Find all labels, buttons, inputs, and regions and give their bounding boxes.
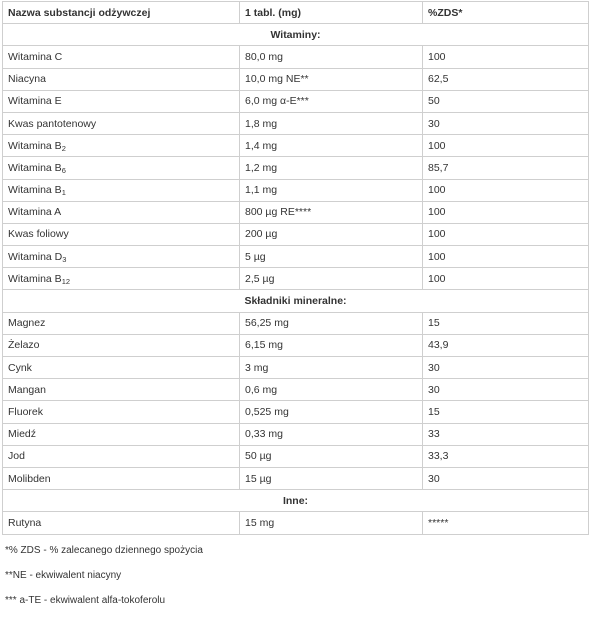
nutrition-table bbox=[2, 1, 589, 535]
nutrient-name-cell bbox=[3, 135, 240, 157]
zds-cell: 30 bbox=[423, 112, 589, 134]
amount-cell: 1,8 mg bbox=[240, 112, 423, 134]
nutrient-name-cell bbox=[3, 68, 240, 90]
amount-cell: 0,6 mg bbox=[240, 379, 423, 401]
table-row bbox=[3, 512, 589, 534]
zds-cell: 15 bbox=[423, 312, 589, 334]
zds-cell: 100 bbox=[423, 179, 589, 201]
nutrient-name: Witamina B bbox=[8, 184, 62, 197]
nutrient-name-cell bbox=[3, 268, 240, 290]
table-row bbox=[3, 246, 589, 268]
nutrient-name-cell bbox=[3, 157, 240, 179]
amount-cell: 15 µg bbox=[240, 467, 423, 489]
column-header-zds: %ZDS* bbox=[423, 2, 589, 24]
nutrient-name: Jod bbox=[8, 450, 25, 463]
amount-cell: 0,33 mg bbox=[240, 423, 423, 445]
nutrient-name-cell bbox=[3, 467, 240, 489]
nutrient-name: Kwas pantotenowy bbox=[8, 117, 97, 130]
zds-cell: 30 bbox=[423, 379, 589, 401]
nutrient-name-cell bbox=[3, 179, 240, 201]
zds-cell: 30 bbox=[423, 467, 589, 489]
zds-cell: 30 bbox=[423, 357, 589, 379]
table-row bbox=[3, 179, 589, 201]
table-row bbox=[3, 423, 589, 445]
nutrient-name-cell bbox=[3, 312, 240, 334]
table-row bbox=[3, 135, 589, 157]
section-row bbox=[3, 290, 589, 312]
nutrient-name: Molibden bbox=[8, 472, 51, 485]
amount-cell: 0,525 mg bbox=[240, 401, 423, 423]
nutrient-name: Witamina B bbox=[8, 161, 62, 174]
zds-cell: 100 bbox=[423, 268, 589, 290]
section-row bbox=[3, 24, 589, 46]
column-header-amount: 1 tabl. (mg) bbox=[240, 2, 423, 24]
amount-cell: 200 µg bbox=[240, 223, 423, 245]
footnotes bbox=[5, 544, 203, 619]
amount-cell: 5 µg bbox=[240, 246, 423, 268]
nutrient-name-cell bbox=[3, 423, 240, 445]
nutrient-name: Fluorek bbox=[8, 405, 44, 418]
amount-cell: 80,0 mg bbox=[240, 46, 423, 68]
amount-cell: 10,0 mg NE** bbox=[240, 68, 423, 90]
nutrient-name: Mangan bbox=[8, 383, 46, 396]
section-title: Inne: bbox=[3, 490, 589, 512]
table-row bbox=[3, 223, 589, 245]
column-header-name: Nazwa substancji odżywczej bbox=[3, 2, 240, 24]
nutrient-subscript: 6 bbox=[61, 165, 66, 175]
zds-cell: 100 bbox=[423, 46, 589, 68]
table-row bbox=[3, 334, 589, 356]
table-row bbox=[3, 379, 589, 401]
nutrient-name-cell bbox=[3, 90, 240, 112]
nutrient-name-cell bbox=[3, 512, 240, 534]
table-row bbox=[3, 312, 589, 334]
table-row bbox=[3, 112, 589, 134]
nutrient-name: Witamina B bbox=[8, 139, 62, 152]
nutrient-name: Żelazo bbox=[8, 339, 40, 352]
zds-cell: 100 bbox=[423, 223, 589, 245]
nutrient-name: Witamina A bbox=[8, 206, 62, 219]
amount-cell: 50 µg bbox=[240, 445, 423, 467]
nutrient-name-cell bbox=[3, 46, 240, 68]
nutrient-name: Miedź bbox=[8, 428, 37, 441]
nutrient-name: Niacyna bbox=[8, 73, 46, 86]
nutrient-subscript: 1 bbox=[61, 188, 66, 198]
nutrient-name-cell bbox=[3, 334, 240, 356]
nutrient-name: Witamina B bbox=[8, 272, 62, 285]
table-row bbox=[3, 201, 589, 223]
amount-cell: 6,15 mg bbox=[240, 334, 423, 356]
nutrient-name-cell bbox=[3, 379, 240, 401]
nutrient-name-cell bbox=[3, 223, 240, 245]
amount-cell: 800 µg RE**** bbox=[240, 201, 423, 223]
table-row bbox=[3, 46, 589, 68]
section-title: Witaminy: bbox=[3, 24, 589, 46]
nutrient-name-cell bbox=[3, 246, 240, 268]
table-row bbox=[3, 445, 589, 467]
nutrient-name: Rutyna bbox=[8, 516, 42, 529]
amount-cell: 1,1 mg bbox=[240, 179, 423, 201]
zds-cell: 100 bbox=[423, 201, 589, 223]
zds-cell: 100 bbox=[423, 246, 589, 268]
nutrient-subscript: 3 bbox=[62, 254, 67, 264]
nutrient-name-cell bbox=[3, 201, 240, 223]
zds-cell: 62,5 bbox=[423, 68, 589, 90]
nutrient-name-cell bbox=[3, 357, 240, 379]
nutrient-name: Kwas foliowy bbox=[8, 228, 69, 241]
table-row bbox=[3, 90, 589, 112]
footnote: *** a-TE - ekwiwalent alfa-tokoferolu bbox=[5, 595, 166, 606]
table-body bbox=[3, 24, 589, 534]
amount-cell: 3 mg bbox=[240, 357, 423, 379]
nutrient-name: Witamina E bbox=[8, 95, 62, 108]
table-row bbox=[3, 467, 589, 489]
zds-cell: 33,3 bbox=[423, 445, 589, 467]
footnote: **NE - ekwiwalent niacyny bbox=[5, 570, 122, 581]
nutrient-subscript: 12 bbox=[61, 276, 71, 286]
zds-cell: 100 bbox=[423, 135, 589, 157]
nutrient-name: Witamina C bbox=[8, 50, 63, 63]
section-row bbox=[3, 490, 589, 512]
table-row bbox=[3, 401, 589, 423]
zds-cell: 43,9 bbox=[423, 334, 589, 356]
nutrient-name: Magnez bbox=[8, 317, 46, 330]
amount-cell: 56,25 mg bbox=[240, 312, 423, 334]
table-header-row bbox=[3, 2, 589, 24]
zds-cell: ***** bbox=[423, 512, 589, 534]
amount-cell: 2,5 µg bbox=[240, 268, 423, 290]
nutrient-name-cell bbox=[3, 445, 240, 467]
zds-cell: 33 bbox=[423, 423, 589, 445]
amount-cell: 15 mg bbox=[240, 512, 423, 534]
amount-cell: 6,0 mg α-E*** bbox=[240, 90, 423, 112]
nutrient-name-cell bbox=[3, 112, 240, 134]
zds-cell: 15 bbox=[423, 401, 589, 423]
zds-cell: 50 bbox=[423, 90, 589, 112]
table-row bbox=[3, 268, 589, 290]
section-title: Składniki mineralne: bbox=[3, 290, 589, 312]
zds-cell: 85,7 bbox=[423, 157, 589, 179]
nutrient-name: Cynk bbox=[8, 361, 32, 374]
table-row bbox=[3, 357, 589, 379]
nutrient-subscript: 2 bbox=[61, 143, 66, 153]
nutrient-name: Witamina D bbox=[8, 250, 63, 263]
table-row bbox=[3, 68, 589, 90]
nutrient-name-cell bbox=[3, 401, 240, 423]
footnote: *% ZDS - % zalecanego dziennego spożycia bbox=[5, 545, 203, 556]
table-row bbox=[3, 157, 589, 179]
amount-cell: 1,4 mg bbox=[240, 135, 423, 157]
amount-cell: 1,2 mg bbox=[240, 157, 423, 179]
